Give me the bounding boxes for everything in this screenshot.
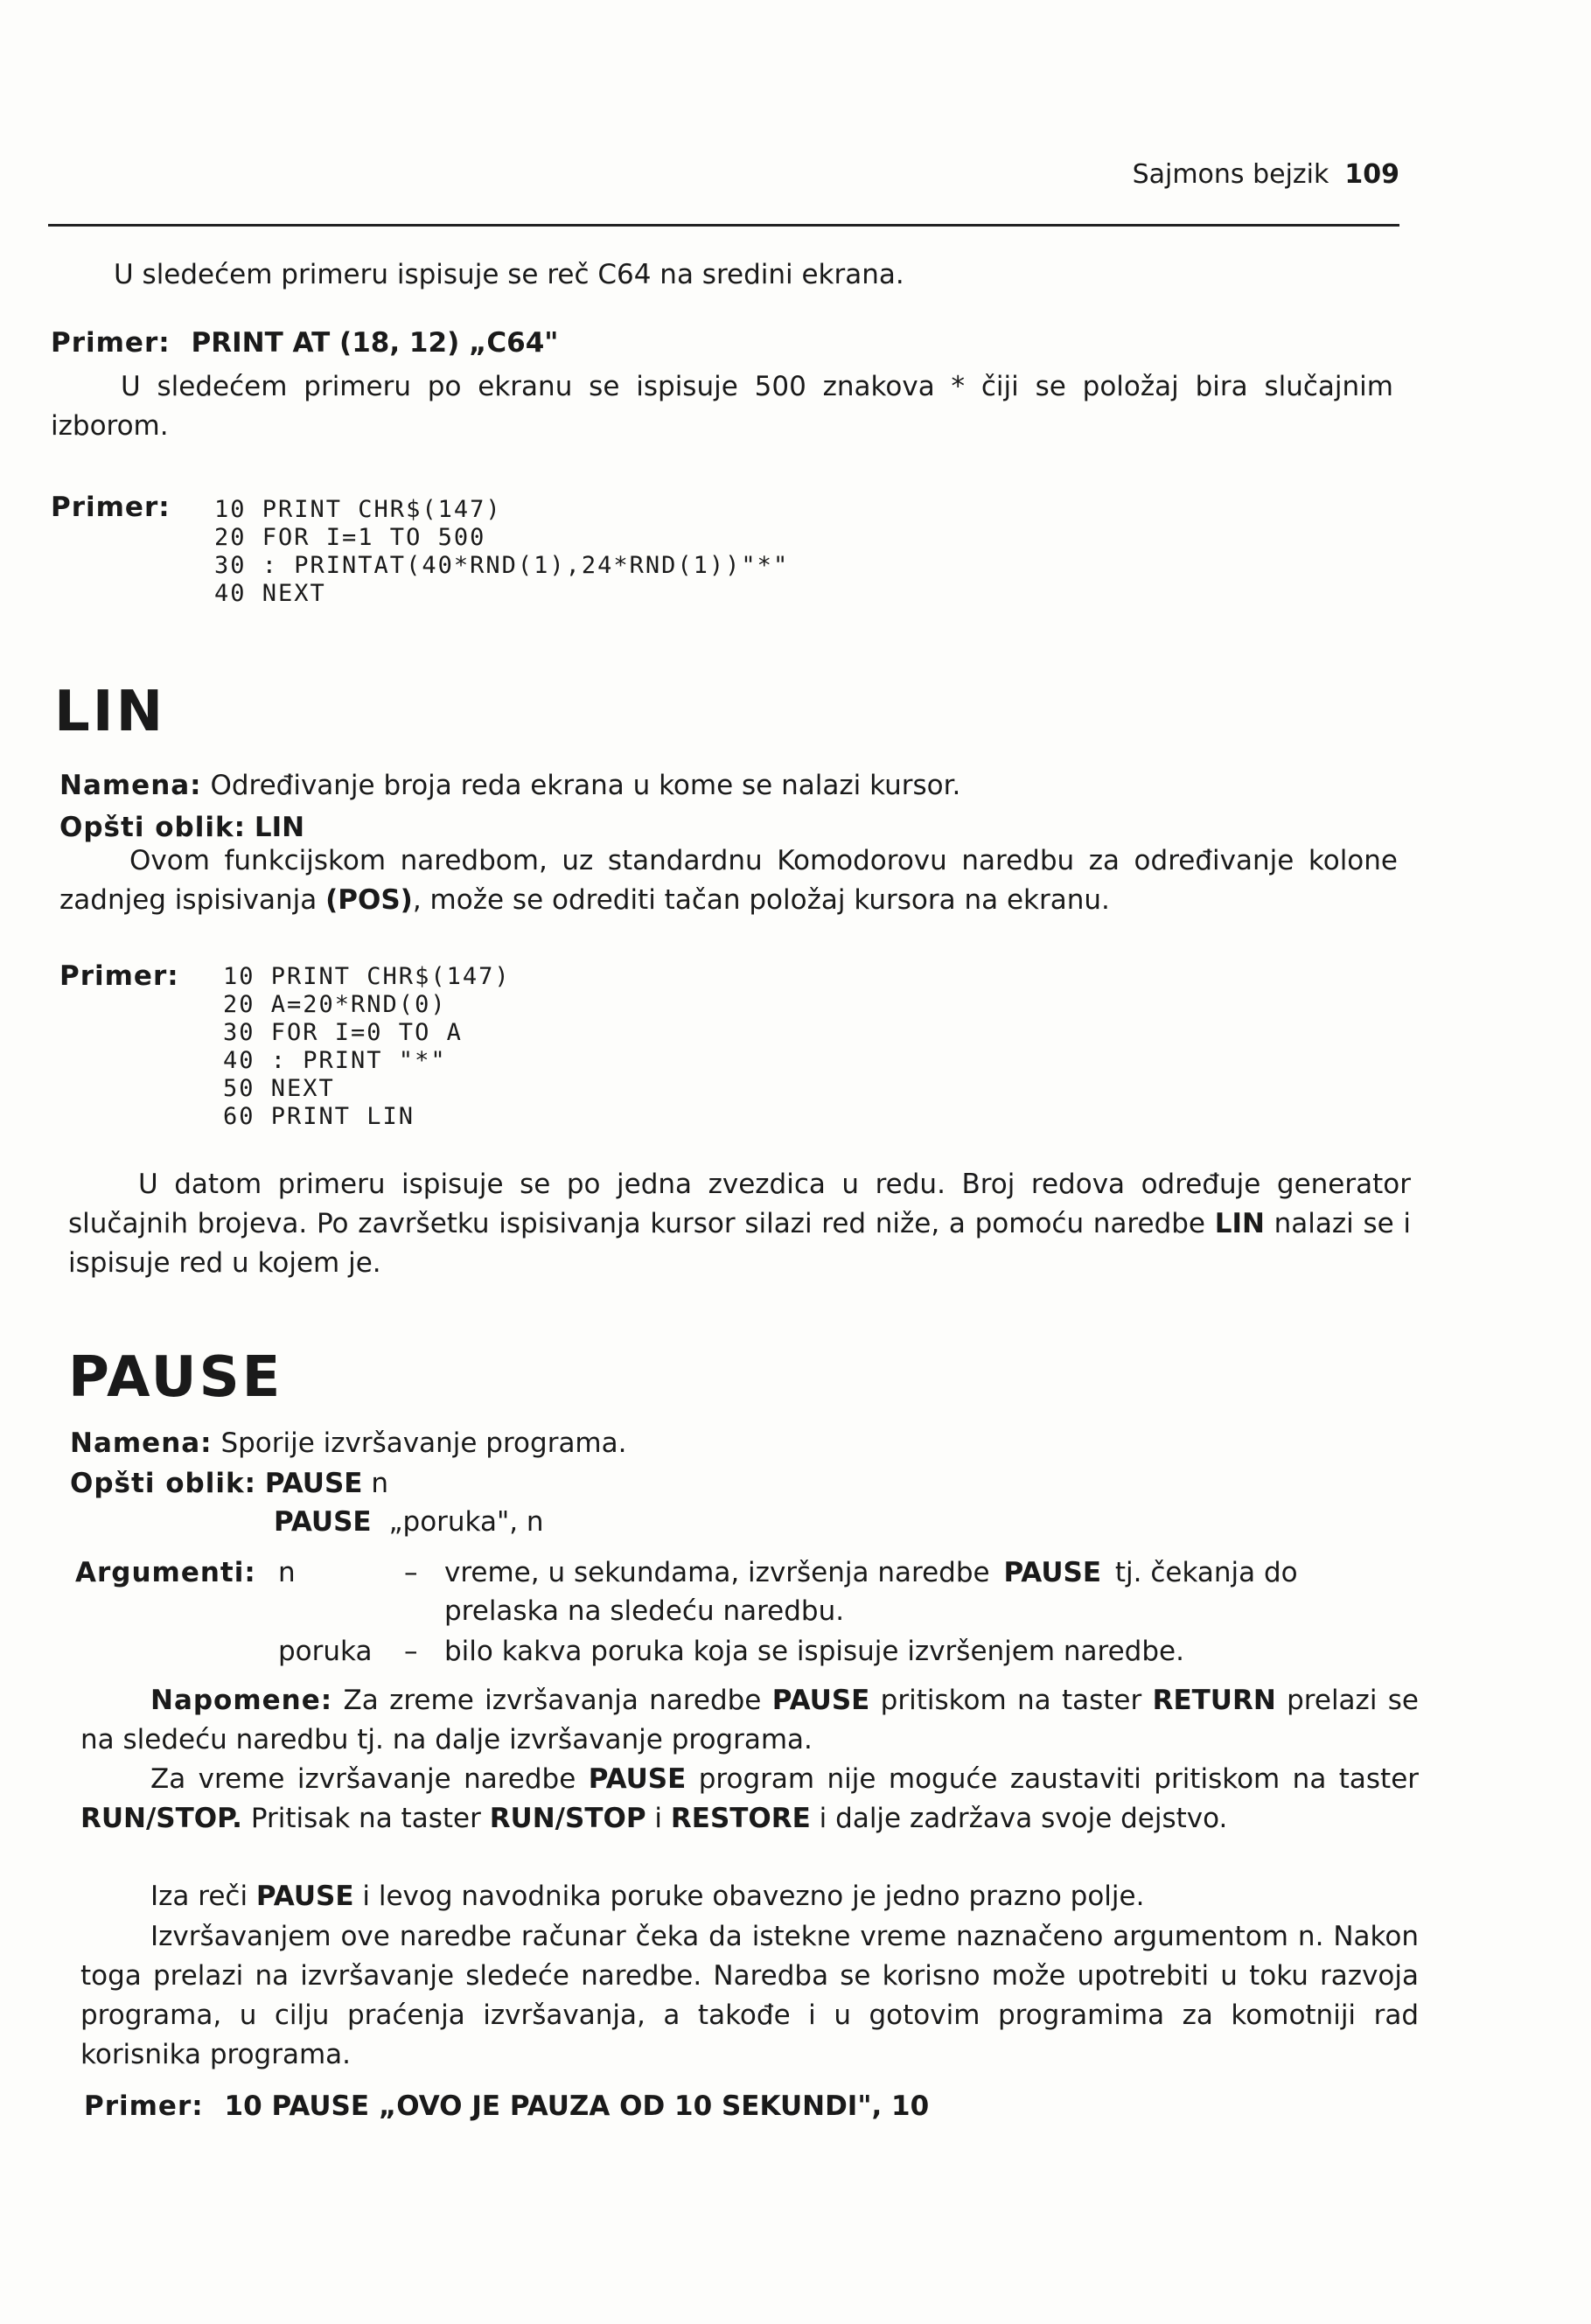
form-label: Opšti oblik: <box>70 1468 256 1499</box>
arg-text: tj. čekanja do <box>1114 1557 1298 1588</box>
note-3 <box>150 1877 1144 1916</box>
keyword: RETURN <box>1152 1685 1276 1716</box>
arguments-label: Argumenti: <box>75 1557 256 1588</box>
form-keyword: PAUSE <box>264 1468 363 1499</box>
purpose-text: Sporije izvršavanje programa. <box>220 1427 627 1459</box>
lin-purpose <box>59 766 960 806</box>
code-line: 60 PRINT LIN <box>223 1103 415 1130</box>
arg-dash: – <box>404 1636 418 1667</box>
page-number: 109 <box>1344 159 1399 190</box>
description-text: Ovom funkcijskom naredbom, uz standardnu Komodorovu naredbu za određivanje kolone zadnjeg ispisivanja <box>59 845 1398 916</box>
keyword: PAUSE <box>588 1763 687 1795</box>
note-text: i levog navodnika poruke obavezno je jedno prazno polje. <box>362 1881 1145 1912</box>
example-label: Primer: <box>51 327 171 359</box>
keyword: PAUSE <box>771 1685 870 1716</box>
arg-n-desc-2: prelaska na sledeću naredbu. <box>444 1595 845 1627</box>
note-text: Za zreme izvršavanja naredbe <box>343 1685 762 1716</box>
keyword: PAUSE <box>1003 1557 1102 1588</box>
code-listing-1 <box>214 496 789 608</box>
arg-poruka-desc: bilo kakva poruka koja se ispisuje izvršenjem naredbe. <box>444 1636 1184 1667</box>
code-line: 50 NEXT <box>223 1075 335 1102</box>
note-text: Iza reči <box>150 1881 248 1912</box>
note-text: prelazi se na sledeću naredbu tj. na dalje izvršavanje programa. <box>80 1685 1419 1755</box>
lin-description <box>59 841 1398 920</box>
note-4: Izvršavanjem ove naredbe računar čeka da istekne vreme naznačeno argumentom n. Nakon toga prelazi na izvršavanje sledeće naredbe. Naredba se korisno može upotrebiti u toku razvoja programa, u cilju praćenja izvršavanja, a takođe i u gotovim programima za komotniji rad korisnika programa. <box>80 1921 1419 2070</box>
purpose-text: Određivanje broja reda ekrana u kome se nalazi kursor. <box>210 770 961 801</box>
lin-explanation <box>68 1165 1411 1283</box>
code-listing-2 <box>223 963 511 1131</box>
example-label: Primer: <box>84 2090 204 2122</box>
form-label: Opšti oblik: <box>59 812 246 843</box>
notes-label: Napomene: <box>150 1685 333 1716</box>
note-text: Za vreme izvršavanje naredbe <box>150 1763 576 1795</box>
code-line: 20 A=20*RND(0) <box>223 991 447 1018</box>
example-code: 10 PAUSE „OVO JE PAUZA OD 10 SEKUNDI", 10 <box>224 2090 930 2122</box>
keyword: RUN/STOP. <box>80 1803 242 1834</box>
pause-purpose <box>70 1424 626 1463</box>
pause-example <box>84 2087 929 2126</box>
example-label: Primer: <box>51 492 171 523</box>
example-code: PRINT AT (18, 12) „C64" <box>191 327 559 359</box>
keyword: RESTORE <box>670 1803 811 1834</box>
note-text: program nije moguće zaustaviti pritiskom na taster <box>698 1763 1420 1795</box>
explanation-text: nalazi se i ispisuje red u kojem je. <box>68 1208 1411 1279</box>
note-text: i <box>654 1803 663 1834</box>
note-text: Pritisak na taster <box>250 1803 481 1834</box>
example-1 <box>51 324 558 363</box>
purpose-label: Namena: <box>70 1427 213 1459</box>
pause-form-2 <box>274 1503 544 1542</box>
example-label: Primer: <box>59 960 179 992</box>
explanation-text: U datom primeru ispisuje se po jedna zvezdica u redu. Broj redova određuje generator slučajnih brojeva. Po završetku ispisivanja kursor silazi red niže, a pomoću naredbe <box>68 1169 1411 1239</box>
purpose-label: Namena: <box>59 770 202 801</box>
section-title-pause: PAUSE <box>68 1345 283 1410</box>
note-text: i dalje zadržava svoje dejstvo. <box>819 1803 1228 1834</box>
code-line: 10 PRINT CHR$(147) <box>223 963 511 990</box>
running-title: Sajmons bejzik <box>1132 159 1329 190</box>
form-argument: n <box>371 1468 388 1499</box>
code-line: 40 NEXT <box>214 580 326 607</box>
form-keyword: PAUSE <box>274 1506 372 1538</box>
pause-form <box>70 1464 388 1504</box>
keyword: RUN/STOP <box>489 1803 646 1834</box>
keyword: (POS) <box>325 884 413 916</box>
arg-name-poruka: poruka <box>278 1636 373 1667</box>
form-argument: „poruka", n <box>388 1506 544 1538</box>
intro-line-1: U sledećem primeru ispisuje se reč C64 na sredini ekrana. <box>114 259 904 290</box>
note-2 <box>80 1760 1419 1839</box>
code-line: 10 PRINT CHR$(147) <box>214 496 502 523</box>
arg-text: vreme, u sekundama, izvršenja naredbe <box>444 1557 990 1588</box>
code-line: 20 FOR I=1 TO 500 <box>214 524 486 551</box>
arg-dash: – <box>404 1557 418 1588</box>
running-header <box>48 159 1399 190</box>
note-text: pritiskom na taster <box>880 1685 1142 1716</box>
code-line: 30 FOR I=0 TO A <box>223 1019 463 1046</box>
form-keyword: LIN <box>254 812 305 843</box>
keyword: LIN <box>1214 1208 1265 1239</box>
description-text: , može se odrediti tačan položaj kursora na ekranu. <box>412 884 1110 916</box>
keyword: PAUSE <box>255 1881 354 1912</box>
intro-line-2: U sledećem primeru po ekranu se ispisuje 500 znakova * čiji se položaj bira slučajnim izborom. <box>51 371 1393 442</box>
arg-name-n: n <box>278 1557 296 1588</box>
code-line: 30 : PRINTAT(40*RND(1),24*RND(1))"*" <box>214 552 790 579</box>
section-title-lin: LIN <box>54 680 166 744</box>
code-line: 40 : PRINT "*" <box>223 1047 447 1074</box>
arg-n-desc <box>444 1553 1298 1593</box>
note-1 <box>80 1681 1419 1760</box>
header-rule <box>48 224 1399 227</box>
